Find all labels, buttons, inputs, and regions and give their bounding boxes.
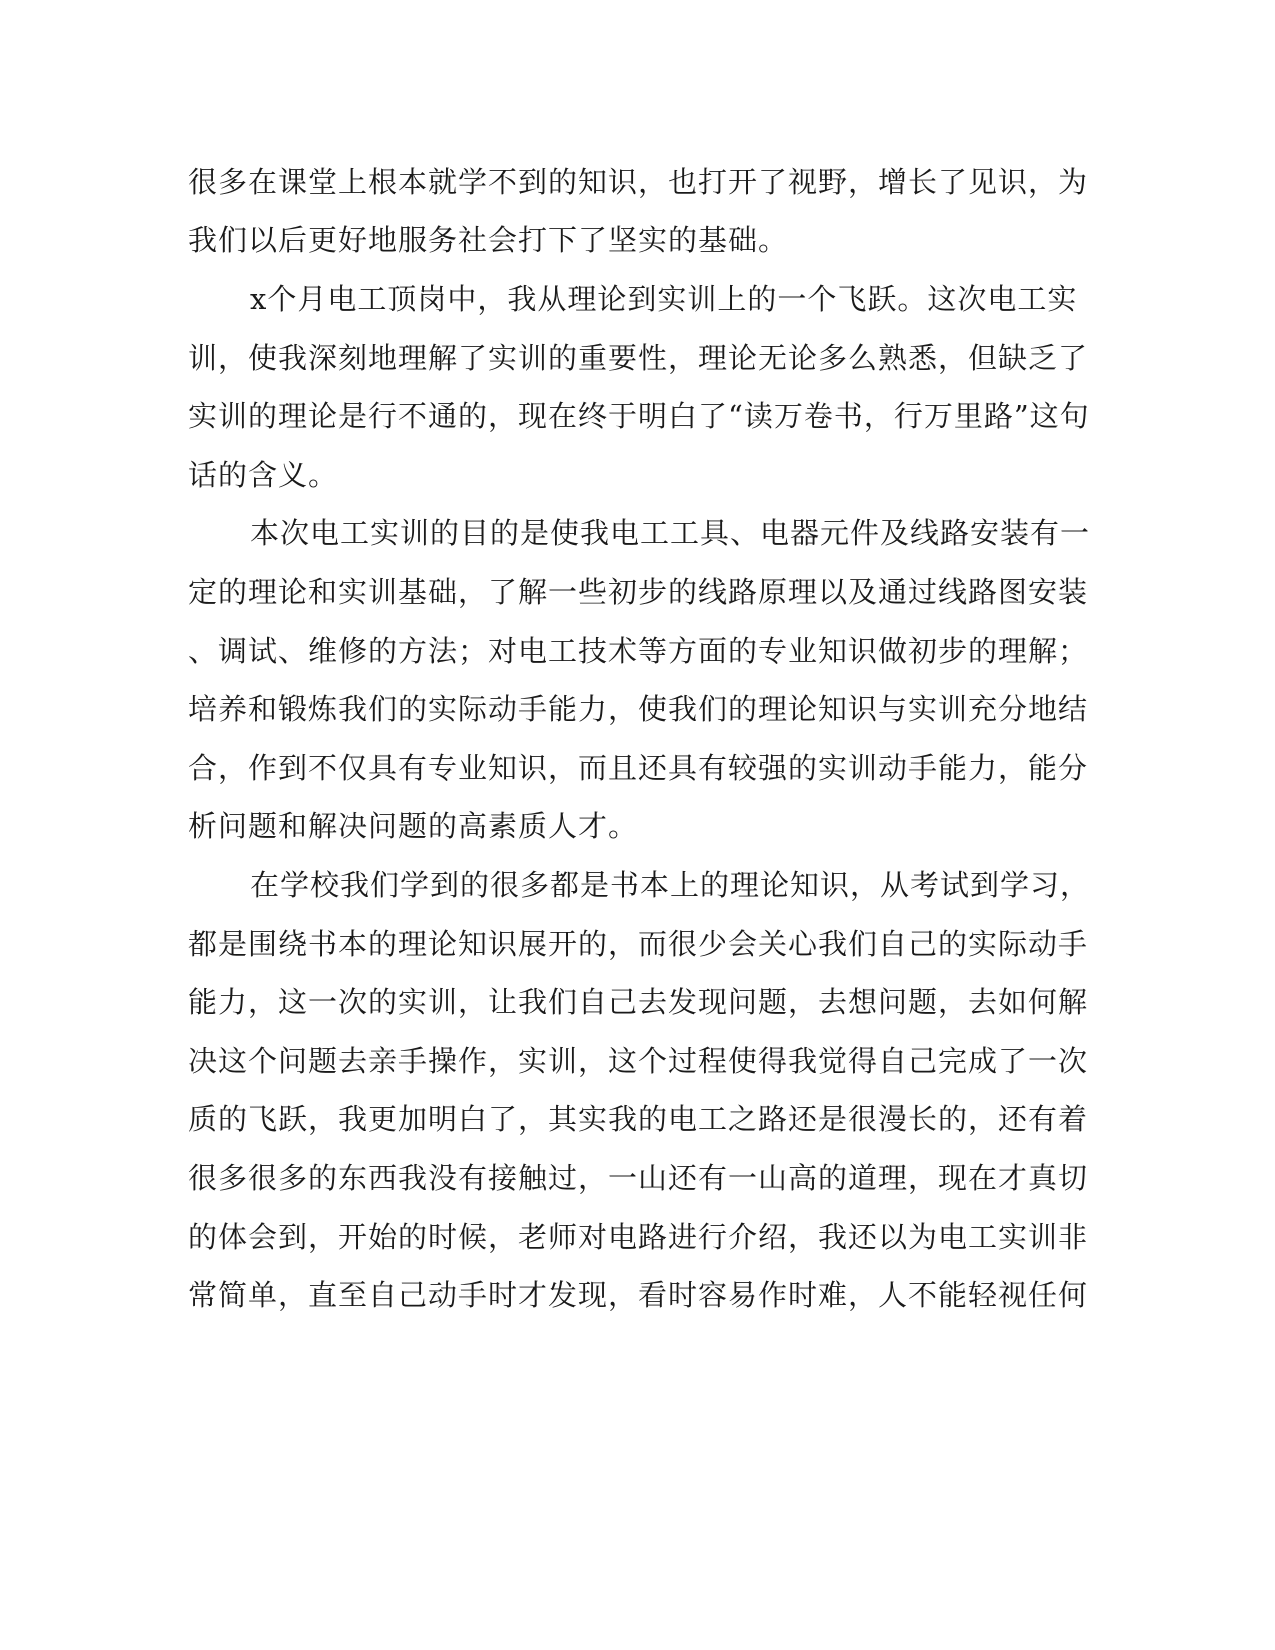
text-line: 很多在课堂上根本就学不到的知识，也打开了视野，增长了见识，为 [188, 165, 1089, 199]
text-line: 训，使我深刻地理解了实训的重要性，理论无论多么熟悉，但缺乏了 [188, 341, 1089, 375]
text-line: 、调试、维修的方法；对电工技术等方面的专业知识做初步的理解； [188, 634, 1089, 668]
text-line: 在学校我们学到的很多都是书本上的理论知识，从考试到学习， [250, 868, 1091, 902]
text-line: 能力，这一次的实训，让我们自己去发现问题，去想问题，去如何解 [188, 985, 1089, 1019]
text-line: 本次电工实训的目的是使我电工工具、电器元件及线路安装有一 [250, 516, 1091, 550]
text-line: 常简单，直至自己动手时才发现，看时容易作时难，人不能轻视任何 [188, 1278, 1089, 1312]
text-line: 很多很多的东西我没有接触过，一山还有一山高的道理，现在才真切 [188, 1161, 1089, 1195]
text-line: 话的含义。 [188, 458, 339, 492]
text-line: 都是围绕书本的理论知识展开的，而很少会关心我们自己的实际动手 [188, 927, 1089, 961]
text-line: 的体会到，开始的时候，老师对电路进行介绍，我还以为电工实训非 [188, 1220, 1089, 1254]
text-line: 质的飞跃，我更加明白了，其实我的电工之路还是很漫长的，还有着 [188, 1102, 1089, 1136]
text-line: 定的理论和实训基础，了解一些初步的线路原理以及通过线路图安装 [188, 575, 1089, 609]
text-line: x个月电工顶岗中，我从理论到实训上的一个飞跃。这次电工实 [250, 282, 1078, 316]
text-line: 培养和锻炼我们的实际动手能力，使我们的理论知识与实训充分地结 [188, 692, 1089, 726]
text-line: 实训的理论是行不通的，现在终于明白了“读万卷书，行万里路”这句 [188, 399, 1090, 433]
text-line: 我们以后更好地服务社会打下了坚实的基础。 [188, 223, 789, 257]
text-line: 析问题和解决问题的高素质人才。 [188, 809, 639, 843]
text-line: 决这个问题去亲手操作，实训，这个过程使得我觉得自己完成了一次 [188, 1044, 1089, 1078]
text-line: 合，作到不仅具有专业知识，而且还具有较强的实训动手能力，能分 [188, 751, 1089, 785]
